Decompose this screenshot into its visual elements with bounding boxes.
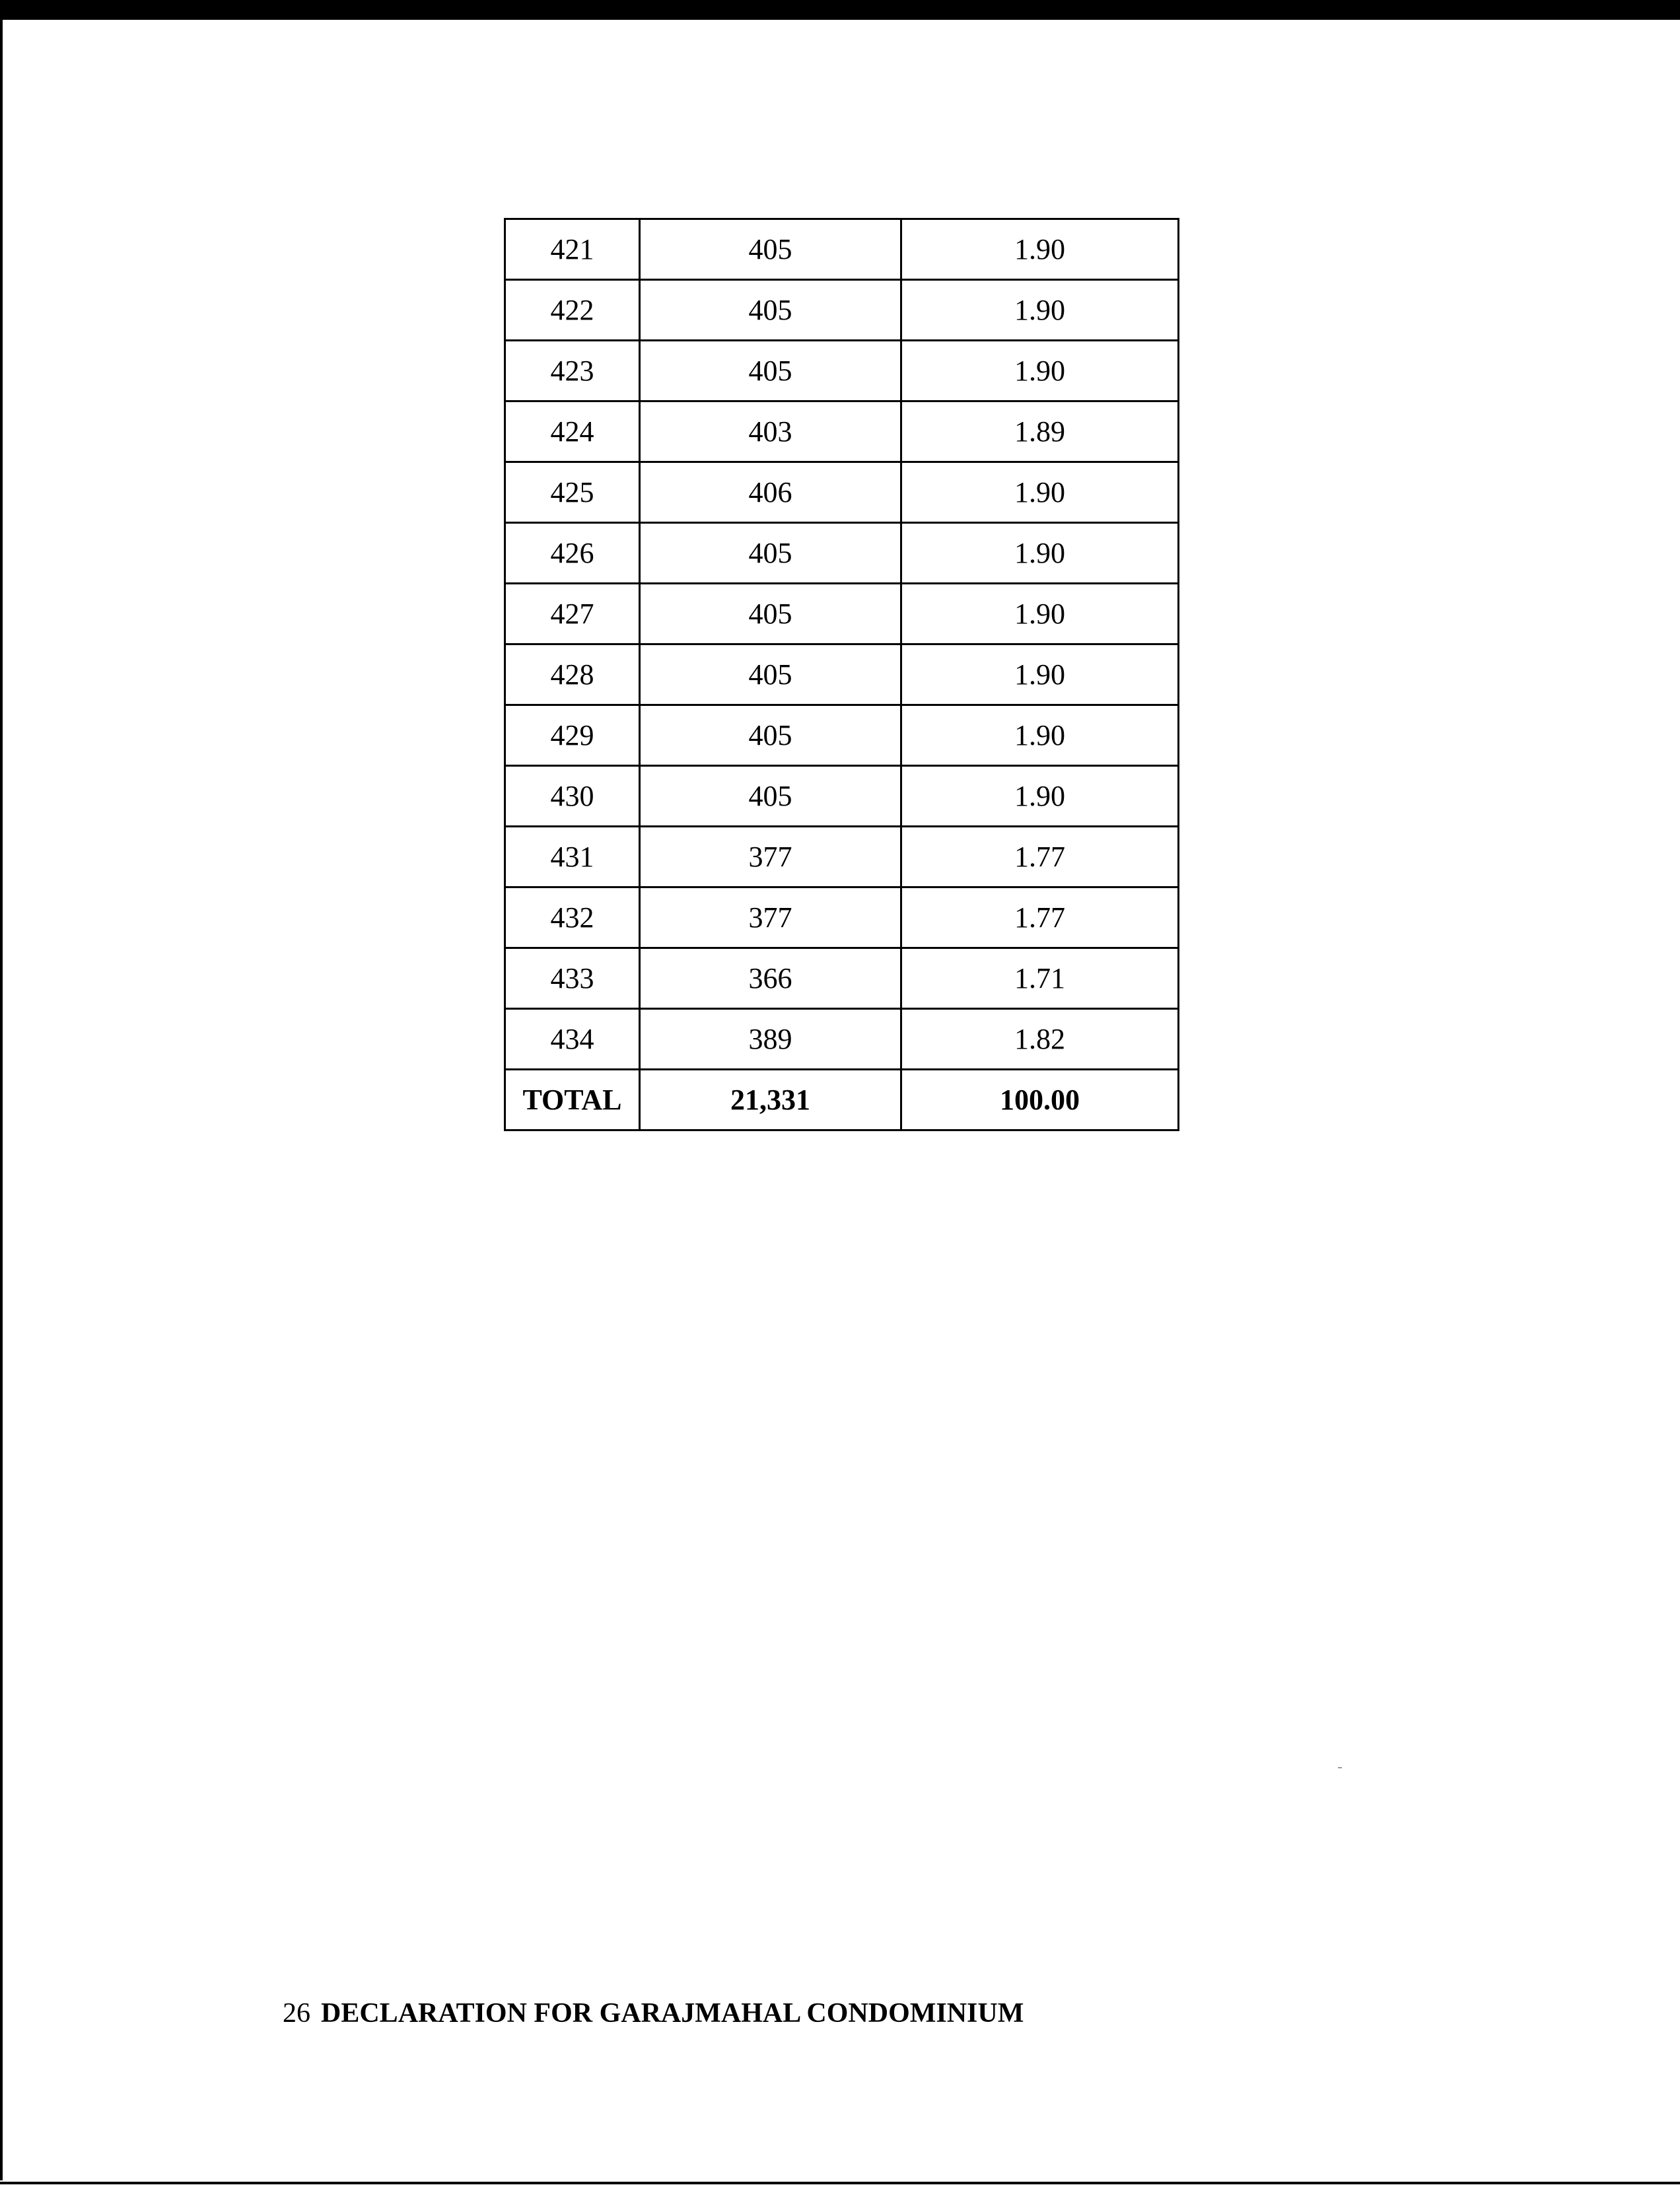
square-feet-cell: 405	[640, 644, 901, 705]
unit-number-cell: 434	[505, 1009, 640, 1070]
table-row	[505, 644, 1179, 705]
unit-number-cell: 429	[505, 705, 640, 766]
unit-percentage-table	[504, 218, 1179, 1131]
unit-number-cell: 425	[505, 462, 640, 523]
square-feet-cell: 389	[640, 1009, 901, 1070]
square-feet-cell: 406	[640, 462, 901, 523]
square-feet-cell: 405	[640, 523, 901, 584]
total-square-feet-cell: 21,331	[640, 1070, 901, 1130]
table-row	[505, 341, 1179, 401]
square-feet-cell: 366	[640, 948, 901, 1009]
square-feet-cell: 405	[640, 584, 901, 644]
scan-border-bottom	[0, 2182, 1680, 2184]
unit-number-cell: 430	[505, 766, 640, 827]
table-row	[505, 401, 1179, 462]
table-row	[505, 584, 1179, 644]
percentage-cell: 1.90	[901, 584, 1179, 644]
scan-border-left	[0, 20, 3, 2180]
percentage-cell: 1.90	[901, 523, 1179, 584]
table-row	[505, 827, 1179, 887]
total-row	[505, 1070, 1179, 1130]
table-row	[505, 1009, 1179, 1070]
square-feet-cell: 377	[640, 827, 901, 887]
total-label-cell: TOTAL	[505, 1070, 640, 1130]
percentage-cell: 1.90	[901, 644, 1179, 705]
page-number: 26	[283, 1998, 310, 2029]
unit-number-cell: 421	[505, 219, 640, 280]
percentage-cell: 1.90	[901, 705, 1179, 766]
unit-number-cell: 428	[505, 644, 640, 705]
percentage-cell: 1.90	[901, 766, 1179, 827]
table-body	[505, 219, 1179, 1130]
document-title: DECLARATION FOR GARAJMAHAL CONDOMINIUM	[321, 1998, 1024, 2029]
percentage-cell: 1.77	[901, 827, 1179, 887]
unit-number-cell: 422	[505, 280, 640, 341]
percentage-cell: 1.89	[901, 401, 1179, 462]
percentage-cell: 1.90	[901, 280, 1179, 341]
unit-number-cell: 431	[505, 827, 640, 887]
table-row	[505, 887, 1179, 948]
table-row	[505, 766, 1179, 827]
table-row	[505, 462, 1179, 523]
table-row	[505, 523, 1179, 584]
square-feet-cell: 405	[640, 341, 901, 401]
square-feet-cell: 377	[640, 887, 901, 948]
percentage-cell: 1.90	[901, 219, 1179, 280]
percentage-cell: 1.71	[901, 948, 1179, 1009]
scan-border-top	[0, 0, 1680, 20]
scan-speck	[1338, 1767, 1342, 1768]
percentage-cell: 1.82	[901, 1009, 1179, 1070]
table-row	[505, 219, 1179, 280]
square-feet-cell: 403	[640, 401, 901, 462]
table-row	[505, 280, 1179, 341]
square-feet-cell: 405	[640, 219, 901, 280]
table-row	[505, 705, 1179, 766]
unit-number-cell: 433	[505, 948, 640, 1009]
square-feet-cell: 405	[640, 705, 901, 766]
page-footer	[283, 1997, 1024, 2029]
square-feet-cell: 405	[640, 766, 901, 827]
percentage-cell: 1.90	[901, 341, 1179, 401]
unit-number-cell: 423	[505, 341, 640, 401]
unit-number-cell: 426	[505, 523, 640, 584]
percentage-cell: 1.77	[901, 887, 1179, 948]
unit-number-cell: 424	[505, 401, 640, 462]
unit-number-cell: 432	[505, 887, 640, 948]
percentage-cell: 1.90	[901, 462, 1179, 523]
table-row	[505, 948, 1179, 1009]
square-feet-cell: 405	[640, 280, 901, 341]
unit-number-cell: 427	[505, 584, 640, 644]
total-percentage-cell: 100.00	[901, 1070, 1179, 1130]
